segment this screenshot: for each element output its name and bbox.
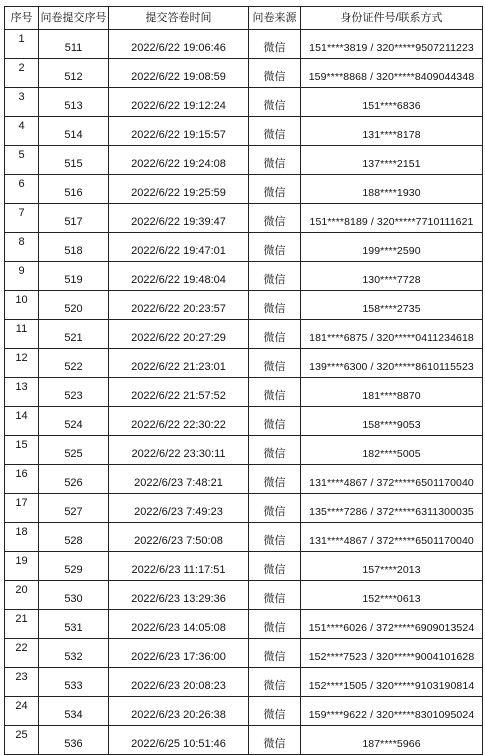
cell-no: 2 <box>5 59 39 88</box>
cell-seq: 527 <box>39 494 109 523</box>
cell-no: 10 <box>5 291 39 320</box>
cell-seq: 532 <box>39 639 109 668</box>
header-no: 序号 <box>5 7 39 30</box>
cell-id: 182****5005 <box>301 436 483 465</box>
cell-id: 187****5966 <box>301 726 483 755</box>
cell-no: 24 <box>5 697 39 726</box>
cell-source: 微信 <box>249 726 301 755</box>
cell-no: 1 <box>5 30 39 59</box>
table-header-row <box>5 7 483 30</box>
cell-time: 2022/6/22 19:08:59 <box>109 59 249 88</box>
table-row <box>5 233 483 262</box>
cell-source: 微信 <box>249 378 301 407</box>
table-row <box>5 378 483 407</box>
table-row <box>5 465 483 494</box>
cell-id: 159****8868 / 320*****8409044348 <box>301 59 483 88</box>
cell-source: 微信 <box>249 291 301 320</box>
cell-source: 微信 <box>249 523 301 552</box>
cell-no: 16 <box>5 465 39 494</box>
cell-seq: 529 <box>39 552 109 581</box>
cell-no: 14 <box>5 407 39 436</box>
table-row <box>5 59 483 88</box>
cell-id: 152****7523 / 320*****9004101628 <box>301 639 483 668</box>
cell-no: 20 <box>5 581 39 610</box>
cell-seq: 518 <box>39 233 109 262</box>
cell-source: 微信 <box>249 697 301 726</box>
cell-no: 8 <box>5 233 39 262</box>
cell-no: 19 <box>5 552 39 581</box>
cell-no: 21 <box>5 610 39 639</box>
cell-id: 151****8189 / 320*****7710111621 <box>301 204 483 233</box>
cell-id: 131****8178 <box>301 117 483 146</box>
cell-no: 13 <box>5 378 39 407</box>
cell-source: 微信 <box>249 59 301 88</box>
cell-time: 2022/6/23 17:36:00 <box>109 639 249 668</box>
cell-time: 2022/6/22 19:47:01 <box>109 233 249 262</box>
table-row <box>5 349 483 378</box>
cell-seq: 523 <box>39 378 109 407</box>
cell-source: 微信 <box>249 320 301 349</box>
cell-seq: 514 <box>39 117 109 146</box>
cell-source: 微信 <box>249 407 301 436</box>
cell-no: 22 <box>5 639 39 668</box>
cell-time: 2022/6/23 7:48:21 <box>109 465 249 494</box>
cell-seq: 512 <box>39 59 109 88</box>
header-id: 身份证件号/联系方式 <box>301 7 483 30</box>
cell-seq: 511 <box>39 30 109 59</box>
table-row <box>5 436 483 465</box>
cell-time: 2022/6/23 11:17:51 <box>109 552 249 581</box>
cell-no: 6 <box>5 175 39 204</box>
cell-no: 12 <box>5 349 39 378</box>
table-row <box>5 523 483 552</box>
cell-seq: 534 <box>39 697 109 726</box>
header-seq: 问卷提交序号 <box>39 7 109 30</box>
cell-source: 微信 <box>249 233 301 262</box>
table-row <box>5 117 483 146</box>
cell-time: 2022/6/22 20:23:57 <box>109 291 249 320</box>
cell-source: 微信 <box>249 465 301 494</box>
cell-source: 微信 <box>249 349 301 378</box>
cell-time: 2022/6/23 13:29:36 <box>109 581 249 610</box>
table-row <box>5 552 483 581</box>
cell-id: 151****6026 / 372*****6909013524 <box>301 610 483 639</box>
table-row <box>5 291 483 320</box>
cell-seq: 531 <box>39 610 109 639</box>
cell-id: 131****4867 / 372*****6501170040 <box>301 465 483 494</box>
cell-no: 15 <box>5 436 39 465</box>
cell-id: 152****0613 <box>301 581 483 610</box>
table-body <box>5 30 483 755</box>
cell-seq: 533 <box>39 668 109 697</box>
table-row <box>5 668 483 697</box>
cell-seq: 519 <box>39 262 109 291</box>
cell-seq: 526 <box>39 465 109 494</box>
cell-time: 2022/6/23 20:08:23 <box>109 668 249 697</box>
cell-seq: 521 <box>39 320 109 349</box>
cell-source: 微信 <box>249 552 301 581</box>
table-row <box>5 262 483 291</box>
survey-submission-table <box>4 6 483 755</box>
cell-time: 2022/6/22 21:23:01 <box>109 349 249 378</box>
cell-seq: 513 <box>39 88 109 117</box>
cell-time: 2022/6/22 23:30:11 <box>109 436 249 465</box>
cell-seq: 515 <box>39 146 109 175</box>
cell-id: 199****2590 <box>301 233 483 262</box>
cell-id: 135****7286 / 372*****6311300035 <box>301 494 483 523</box>
cell-id: 157****2013 <box>301 552 483 581</box>
table-row <box>5 726 483 755</box>
cell-time: 2022/6/22 19:39:47 <box>109 204 249 233</box>
cell-no: 9 <box>5 262 39 291</box>
cell-source: 微信 <box>249 668 301 697</box>
table-row <box>5 407 483 436</box>
table-row <box>5 320 483 349</box>
cell-time: 2022/6/22 19:48:04 <box>109 262 249 291</box>
cell-id: 188****1930 <box>301 175 483 204</box>
cell-id: 158****9053 <box>301 407 483 436</box>
cell-seq: 525 <box>39 436 109 465</box>
table-row <box>5 88 483 117</box>
cell-source: 微信 <box>249 146 301 175</box>
cell-seq: 522 <box>39 349 109 378</box>
table-row <box>5 175 483 204</box>
cell-no: 11 <box>5 320 39 349</box>
table-row <box>5 581 483 610</box>
cell-id: 139****6300 / 320*****8610115523 <box>301 349 483 378</box>
cell-time: 2022/6/22 20:27:29 <box>109 320 249 349</box>
cell-seq: 524 <box>39 407 109 436</box>
cell-source: 微信 <box>249 639 301 668</box>
cell-id: 131****4867 / 372*****6501170040 <box>301 523 483 552</box>
cell-source: 微信 <box>249 204 301 233</box>
cell-seq: 517 <box>39 204 109 233</box>
table-row <box>5 494 483 523</box>
cell-time: 2022/6/22 19:06:46 <box>109 30 249 59</box>
cell-time: 2022/6/22 19:15:57 <box>109 117 249 146</box>
cell-source: 微信 <box>249 494 301 523</box>
table-row <box>5 146 483 175</box>
table-row <box>5 697 483 726</box>
cell-id: 151****3819 / 320*****9507211223 <box>301 30 483 59</box>
survey-record-sheet <box>4 6 482 755</box>
cell-seq: 516 <box>39 175 109 204</box>
cell-no: 25 <box>5 726 39 755</box>
cell-no: 5 <box>5 146 39 175</box>
cell-source: 微信 <box>249 436 301 465</box>
cell-id: 137****2151 <box>301 146 483 175</box>
cell-time: 2022/6/23 7:49:23 <box>109 494 249 523</box>
cell-seq: 530 <box>39 581 109 610</box>
table-row <box>5 30 483 59</box>
cell-seq: 536 <box>39 726 109 755</box>
cell-no: 4 <box>5 117 39 146</box>
cell-seq: 520 <box>39 291 109 320</box>
cell-source: 微信 <box>249 610 301 639</box>
cell-time: 2022/6/22 19:24:08 <box>109 146 249 175</box>
cell-id: 152****1505 / 320*****9103190814 <box>301 668 483 697</box>
cell-time: 2022/6/23 14:05:08 <box>109 610 249 639</box>
cell-no: 17 <box>5 494 39 523</box>
cell-source: 微信 <box>249 262 301 291</box>
cell-no: 3 <box>5 88 39 117</box>
cell-source: 微信 <box>249 175 301 204</box>
cell-source: 微信 <box>249 117 301 146</box>
cell-id: 159****9622 / 320*****8301095024 <box>301 697 483 726</box>
table-row <box>5 639 483 668</box>
cell-time: 2022/6/23 20:26:38 <box>109 697 249 726</box>
cell-time: 2022/6/25 10:51:46 <box>109 726 249 755</box>
header-time: 提交答卷时间 <box>109 7 249 30</box>
table-row <box>5 610 483 639</box>
cell-no: 23 <box>5 668 39 697</box>
cell-id: 130****7728 <box>301 262 483 291</box>
cell-id: 181****8870 <box>301 378 483 407</box>
cell-id: 158****2735 <box>301 291 483 320</box>
cell-source: 微信 <box>249 30 301 59</box>
cell-time: 2022/6/22 21:57:52 <box>109 378 249 407</box>
cell-no: 18 <box>5 523 39 552</box>
cell-time: 2022/6/22 22:30:22 <box>109 407 249 436</box>
cell-id: 181****6875 / 320*****0411234618 <box>301 320 483 349</box>
cell-no: 7 <box>5 204 39 233</box>
cell-time: 2022/6/22 19:25:59 <box>109 175 249 204</box>
cell-time: 2022/6/22 19:12:24 <box>109 88 249 117</box>
cell-source: 微信 <box>249 581 301 610</box>
header-source: 问卷来源 <box>249 7 301 30</box>
table-row <box>5 204 483 233</box>
cell-time: 2022/6/23 7:50:08 <box>109 523 249 552</box>
cell-id: 151****6836 <box>301 88 483 117</box>
cell-source: 微信 <box>249 88 301 117</box>
cell-seq: 528 <box>39 523 109 552</box>
